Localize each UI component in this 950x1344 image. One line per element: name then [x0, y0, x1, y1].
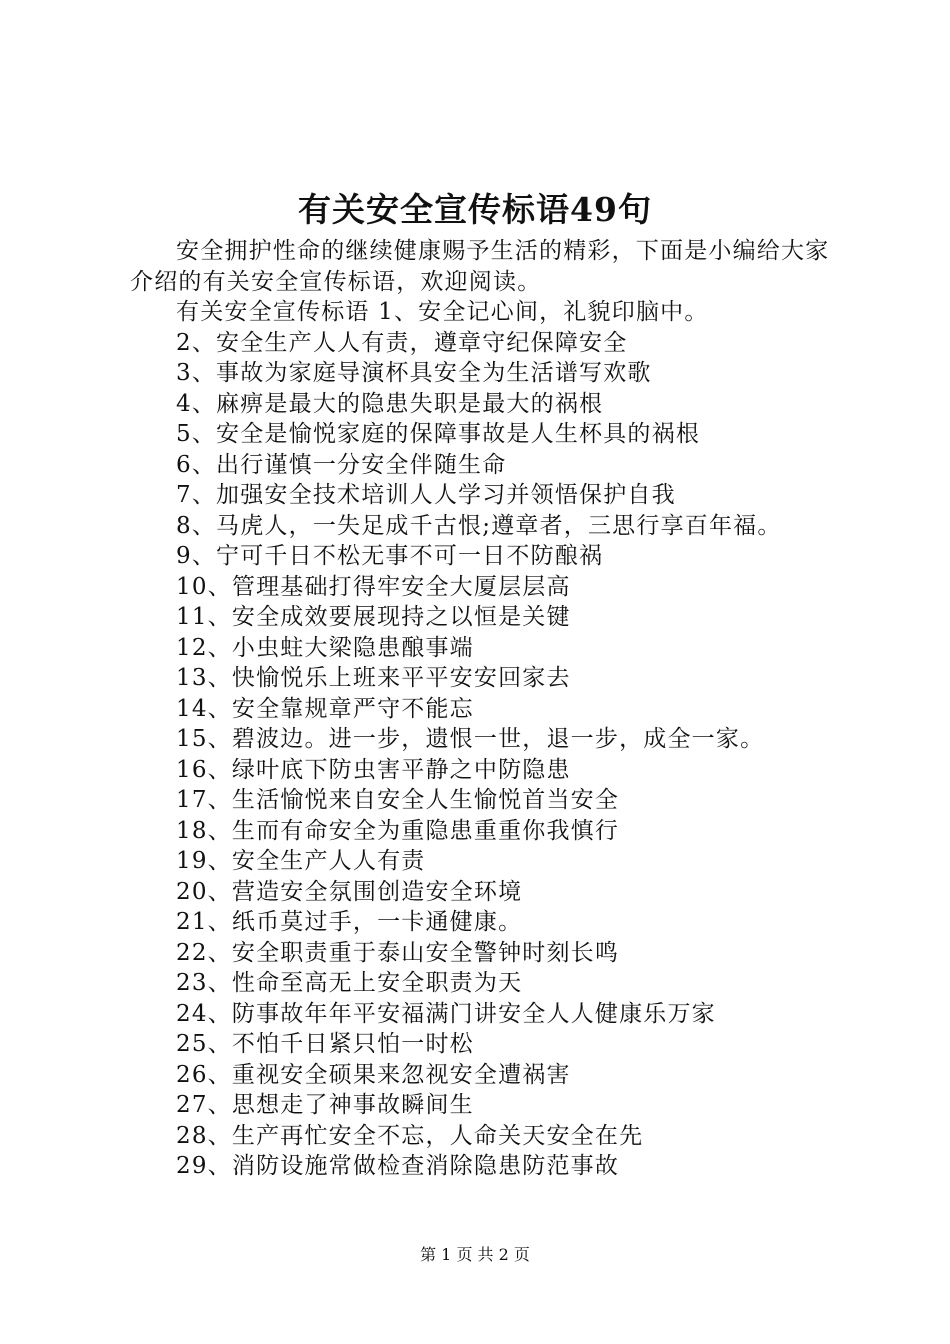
slogan-line: 19、安全生产人人有责 — [176, 848, 426, 874]
slogan-line: 8、马虎人，一失足成千古恨;遵章者，三思行享百年福。 — [176, 512, 782, 539]
page-footer: 第 1 页 共 2 页 — [420, 1245, 530, 1264]
document-body — [130, 236, 830, 1182]
slogan-line: 3、事故为家庭导演杯具安全为生活谱写欢歌 — [176, 360, 652, 386]
slogan-line: 26、重视安全硕果来忽视安全遭祸害 — [176, 1061, 571, 1088]
slogan-line: 28、生产再忙安全不忘，人命关天安全在先 — [176, 1122, 644, 1149]
slogan-line: 12、小虫蛀大梁隐患酿事端 — [176, 634, 474, 661]
slogan-line: 29、消防设施常做检查消除隐患防范事故 — [176, 1153, 620, 1179]
slogan-line: 有关安全宣传标语 1、安全记心间，礼貌印脑中。 — [176, 299, 709, 325]
slogan-line: 17、生活愉悦来自安全人生愉悦首当安全 — [176, 787, 620, 813]
slogan-line: 5、安全是愉悦家庭的保障事故是人生杯具的祸根 — [176, 421, 701, 447]
slogan-line: 10、管理基础打得牢安全大厦层层高 — [176, 573, 571, 600]
slogan-line: 16、绿叶底下防虫害平静之中防隐患 — [176, 756, 571, 783]
slogan-line: 15、碧波边。进一步，遗恨一世，退一步，成全一家。 — [176, 726, 765, 752]
slogan-line: 23、性命至高无上安全职责为天 — [176, 970, 523, 996]
page-title: 有关安全宣传标语49句 — [298, 190, 652, 229]
slogan-line: 25、不怕千日紧只怕一时松 — [176, 1031, 474, 1057]
slogan-line: 24、防事故年年平安福满门讲安全人人健康乐万家 — [176, 1000, 716, 1027]
slogan-line: 7、加强安全技术培训人人学习并领悟保护自我 — [176, 482, 676, 508]
slogan-list — [130, 297, 830, 1182]
slogan-line: 20、营造安全氛围创造安全环境 — [176, 878, 523, 905]
slogan-line: 11、安全成效要展现持之以恒是关键 — [176, 604, 571, 630]
intro-paragraph: 安全拥护性命的继续健康赐予生活的精彩，下面是小编给大家介绍的有关安全宣传标语，欢迎阅读。 — [130, 238, 830, 295]
slogan-line: 22、安全职责重于泰山安全警钟时刻长鸣 — [176, 939, 620, 966]
slogan-line: 9、宁可千日不松无事不可一日不防酿祸 — [176, 543, 604, 569]
slogan-line: 21、纸币莫过手，一卡通健康。 — [176, 909, 523, 935]
slogan-line: 2、安全生产人人有责，遵章守纪保障安全 — [176, 329, 628, 356]
slogan-line: 18、生而有命安全为重隐患重重你我慎行 — [176, 817, 620, 844]
slogan-line: 6、出行谨慎一分安全伴随生命 — [176, 451, 507, 478]
slogan-line: 13、快愉悦乐上班来平平安安回家去 — [176, 665, 571, 691]
slogan-line: 14、安全靠规章严守不能忘 — [176, 695, 474, 722]
slogan-line: 27、思想走了神事故瞬间生 — [176, 1092, 474, 1118]
slogan-line: 4、麻痹是最大的隐患失职是最大的祸根 — [176, 390, 604, 417]
